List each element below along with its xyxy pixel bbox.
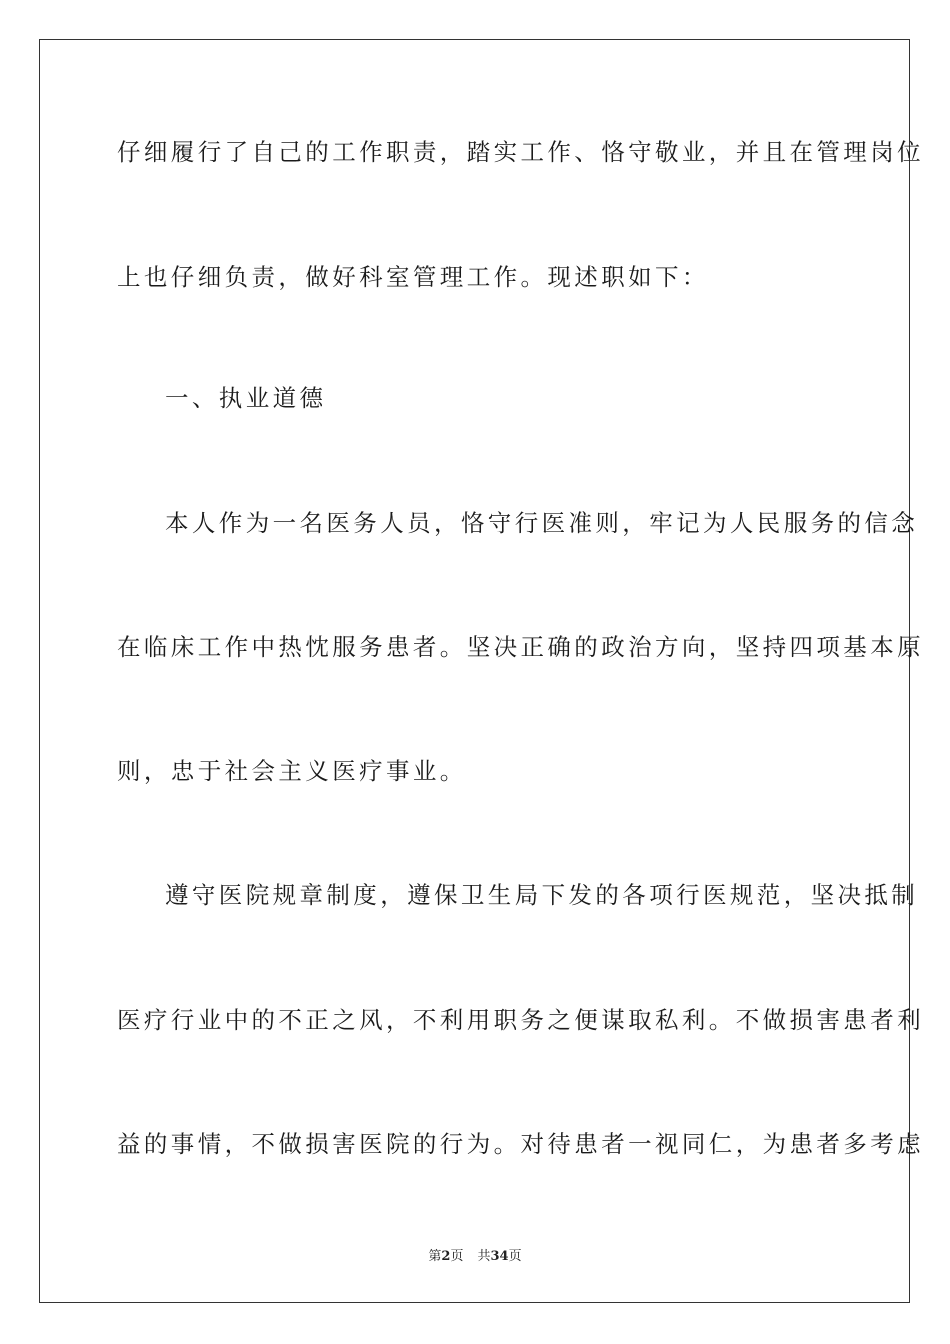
text-line-1: 仔细履行了自己的工作职责，踏实工作、恪守敬业，并且在管理岗位 [117, 138, 924, 166]
text-line-2: 上也仔细负责，做好科室管理工作。现述职如下： [117, 263, 709, 291]
page-prefix: 第 [428, 1249, 442, 1264]
section-heading: 一、执业道德 [165, 384, 327, 412]
total-prefix: 共 [477, 1249, 491, 1264]
text-line-4: 本人作为一名医务人员，恪守行医准则，牢记为人民服务的信念 [165, 509, 919, 537]
text-line-6: 则，忠于社会主义医疗事业。 [117, 757, 467, 785]
text-line-8: 医疗行业中的不正之风，不利用职务之便谋取私利。不做损害患者利 [117, 1006, 924, 1034]
page-footer [0, 1248, 950, 1266]
total-pages: 34 [490, 1249, 509, 1264]
page-border [39, 39, 924, 1303]
text-line-9: 益的事情，不做损害医院的行为。对待患者一视同仁，为患者多考虑 [117, 1130, 924, 1158]
text-line-7: 遵守医院规章制度，遵保卫生局下发的各项行医规范，坚决抵制 [165, 881, 919, 909]
text-line-5: 在临床工作中热忱服务患者。坚决正确的政治方向，坚持四项基本原 [117, 633, 924, 661]
page-suffix: 页 [450, 1249, 464, 1264]
total-suffix: 页 [508, 1249, 522, 1264]
page-number: 2 [441, 1249, 451, 1264]
